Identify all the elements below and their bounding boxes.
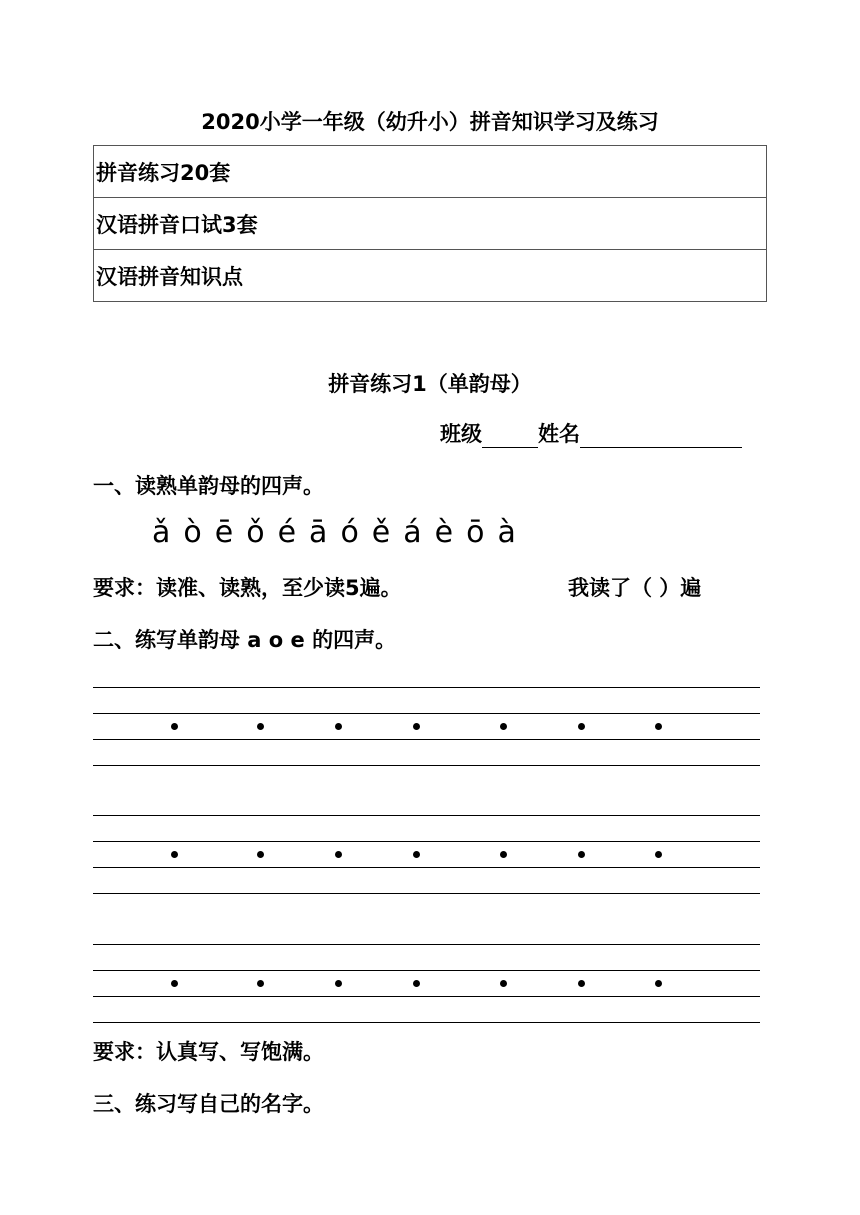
requirement-2: 要求：认真写、写饱满。: [93, 1040, 324, 1064]
tone-char: ě: [371, 515, 391, 550]
tone-char: ó: [340, 515, 359, 550]
question-2: 二、练写单韵母 a o e 的四声。: [93, 628, 397, 652]
tone-char: ǒ: [246, 515, 265, 550]
tone-char: á: [403, 515, 422, 550]
writing-line: [93, 765, 760, 766]
question-1: 一、读熟单韵母的四声。: [93, 474, 324, 498]
class-name-line: [440, 418, 742, 448]
grid-dot: [578, 980, 585, 987]
writing-line: [93, 815, 760, 816]
grid-dot: [335, 980, 342, 987]
grid-dot: [655, 723, 662, 730]
writing-line: [93, 893, 760, 894]
contents-table: [93, 145, 767, 302]
grid-dot: [257, 851, 264, 858]
writing-line: [93, 996, 760, 997]
writing-line: [93, 1022, 760, 1023]
grid-dot: [335, 723, 342, 730]
writing-line: [93, 867, 760, 868]
grid-dot: [655, 980, 662, 987]
grid-dot: [500, 980, 507, 987]
tone-char: ō: [466, 515, 485, 550]
table-row: [94, 250, 767, 302]
tone-char: ǎ: [152, 515, 171, 550]
grid-dot: [413, 851, 420, 858]
tone-char: ò: [183, 515, 202, 550]
contents-item: 拼音练习20套: [94, 146, 767, 198]
grid-dot: [257, 980, 264, 987]
question-3: 三、练习写自己的名字。: [93, 1092, 324, 1116]
requirement-1: 要求：读准、读熟，至少读5遍。: [93, 576, 402, 600]
writing-line: [93, 687, 760, 688]
grid-dot: [335, 851, 342, 858]
grid-dot: [171, 723, 178, 730]
contents-item: 汉语拼音口试3套: [94, 198, 767, 250]
table-row: [94, 146, 767, 198]
grid-dot: [655, 851, 662, 858]
tone-char: é: [277, 515, 297, 550]
writing-line: [93, 944, 760, 945]
writing-line: [93, 713, 760, 714]
table-row: [94, 198, 767, 250]
name-label: 姓名: [538, 422, 580, 446]
tone-row: [152, 515, 529, 550]
grid-dot: [578, 851, 585, 858]
tone-char: à: [497, 515, 516, 550]
grid-dot: [500, 851, 507, 858]
document-title: 2020小学一年级（幼升小）拼音知识学习及练习: [201, 110, 659, 134]
read-count: 我读了（ ）遍: [568, 576, 702, 600]
writing-line: [93, 739, 760, 740]
contents-item: 汉语拼音知识点: [94, 250, 767, 302]
class-blank[interactable]: [482, 425, 538, 448]
grid-dot: [171, 851, 178, 858]
name-blank[interactable]: [580, 425, 742, 448]
tone-char: è: [434, 515, 454, 550]
grid-dot: [171, 980, 178, 987]
tone-char: ē: [214, 515, 234, 550]
class-label: 班级: [440, 422, 482, 446]
grid-dot: [500, 723, 507, 730]
writing-line: [93, 970, 760, 971]
grid-dot: [578, 723, 585, 730]
grid-dot: [413, 723, 420, 730]
writing-line: [93, 841, 760, 842]
section-title: 拼音练习1（单韵母）: [328, 372, 532, 396]
tone-char: ā: [309, 515, 328, 550]
grid-dot: [413, 980, 420, 987]
grid-dot: [257, 723, 264, 730]
